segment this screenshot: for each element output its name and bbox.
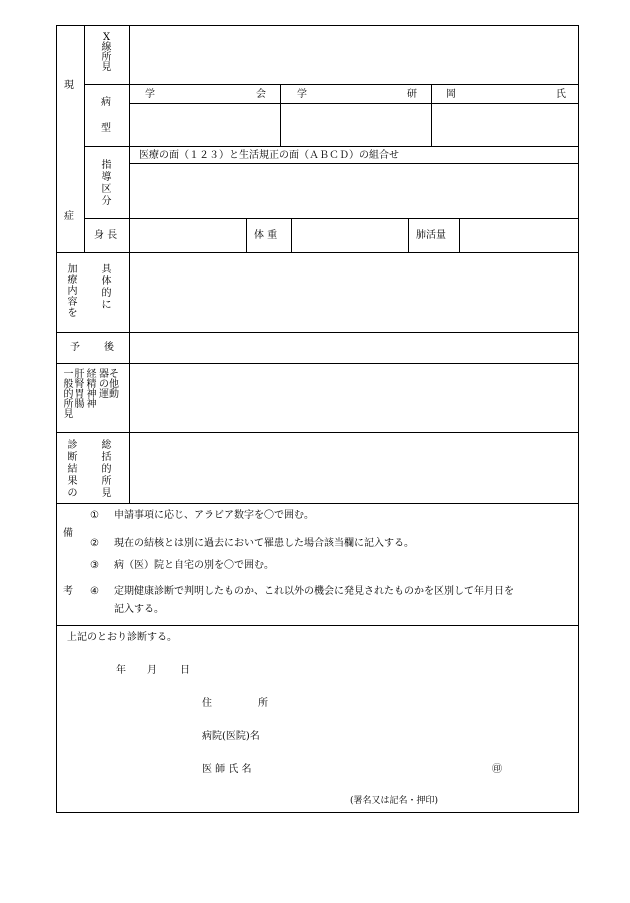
taijuu-label: 体 重 bbox=[254, 230, 278, 241]
kaiko-label-col1: 加療内容を bbox=[67, 264, 78, 319]
haikatsuryou-label: 肺活量 bbox=[416, 230, 446, 241]
body-col-divider-2 bbox=[291, 218, 292, 252]
body-col-divider-1 bbox=[246, 218, 247, 252]
shinchou-label: 身 長 bbox=[94, 230, 118, 241]
biko-label-1: 備 bbox=[63, 528, 73, 539]
byoukei-header-1-right: 会 bbox=[256, 89, 266, 100]
xray-label: X線所見 bbox=[101, 32, 112, 73]
biko-note-3-num: ③ bbox=[90, 560, 99, 571]
ippan-label-col3: 経精神神 bbox=[86, 369, 97, 410]
byoukei-header-2-right: 研 bbox=[407, 89, 417, 100]
byoukei-col-divider-1 bbox=[280, 84, 281, 146]
yogo-label-left: 予 bbox=[70, 342, 80, 353]
byoukei-label-2: 型 bbox=[101, 123, 111, 134]
ippan-label-col1: 一般的所見 bbox=[63, 369, 74, 420]
kaiko-col-divider bbox=[129, 252, 130, 332]
byoukei-col-divider-2 bbox=[431, 84, 432, 146]
biko-note-4-num: ④ bbox=[90, 586, 99, 597]
genshou-label-top: 現 bbox=[64, 80, 74, 91]
shindan-label-col1: 診断結果の bbox=[67, 440, 78, 499]
biko-note-2-text: 現在の結核とは別に過去において罹患した場合該当欄に記入する。 bbox=[114, 538, 414, 549]
divider-genshou-bottom bbox=[56, 252, 578, 253]
doctor-name-label: 医 師 氏 名 bbox=[202, 764, 252, 775]
ippan-label-col2: 肝腎胃腸 bbox=[74, 369, 85, 410]
biko-label-2: 考 bbox=[63, 586, 73, 597]
kaiko-label-col2: 具体的に bbox=[101, 264, 112, 311]
biko-note-4-continuation: 記入する。 bbox=[114, 604, 164, 615]
biko-note-1-num: ① bbox=[90, 510, 99, 521]
biko-note-2-num: ② bbox=[90, 538, 99, 549]
divider-kaiko-bottom bbox=[56, 332, 578, 333]
shidou-label: 指導区分 bbox=[101, 160, 112, 207]
signature-note: (署名又は記名・押印) bbox=[350, 796, 439, 806]
shindan-col-divider bbox=[129, 432, 130, 503]
yogo-col-divider bbox=[129, 332, 130, 363]
biko-note-4-text: 定期健康診断で判明したものか、これ以外の機会に発見されたものかを区別して年月日を bbox=[114, 586, 514, 597]
body-col-divider-4 bbox=[459, 218, 460, 252]
genshou-row-shidou-bottom bbox=[84, 218, 578, 219]
genshou-row-xray-bottom bbox=[84, 84, 578, 85]
biko-note-1-text: 申請事項に応じ、アラビア数字を〇で囲む。 bbox=[114, 510, 314, 521]
byoukei-label-1: 病 bbox=[101, 97, 111, 108]
date-month-label: 月 bbox=[147, 665, 157, 676]
byoukei-header-3-left: 岡 bbox=[446, 89, 456, 100]
byoukei-header-3-right: 氏 bbox=[556, 89, 566, 100]
shidou-note-line bbox=[129, 163, 578, 164]
ippan-col-divider bbox=[129, 363, 130, 432]
form-frame bbox=[56, 25, 579, 813]
diagnosis-statement: 上記のとおり診断する。 bbox=[67, 632, 177, 643]
divider-yogo-bottom bbox=[56, 363, 578, 364]
address-label-2: 所 bbox=[258, 698, 268, 709]
byoukei-header-line bbox=[129, 103, 578, 104]
date-year-label: 年 bbox=[116, 665, 126, 676]
ippan-label-col4: 器その他運動 bbox=[99, 369, 119, 400]
biko-note-3-text: 病（医）院と自宅の別を〇で囲む。 bbox=[114, 560, 274, 571]
hospital-name-label: 病院(医院)名 bbox=[202, 731, 260, 742]
body-col-divider-3 bbox=[408, 218, 409, 252]
divider-ippan-bottom bbox=[56, 432, 578, 433]
divider-biko-bottom bbox=[56, 625, 578, 626]
date-day-label: 日 bbox=[180, 665, 190, 676]
divider-shindan-bottom bbox=[56, 503, 578, 504]
shindan-label-col2: 総括的所見 bbox=[101, 440, 112, 499]
shidou-note: 医療の面（１２３）と生活規正の面（ＡＢＣＤ）の組合せ bbox=[139, 150, 399, 161]
yogo-label-right: 後 bbox=[104, 342, 114, 353]
genshou-row-byoukei-bottom bbox=[84, 146, 578, 147]
seal-mark: ㊞ bbox=[492, 764, 502, 775]
genshou-label-bottom: 症 bbox=[64, 211, 74, 222]
address-label-1: 住 bbox=[202, 698, 212, 709]
byoukei-header-1-left: 学 bbox=[145, 89, 155, 100]
byoukei-header-2-left: 学 bbox=[297, 89, 307, 100]
